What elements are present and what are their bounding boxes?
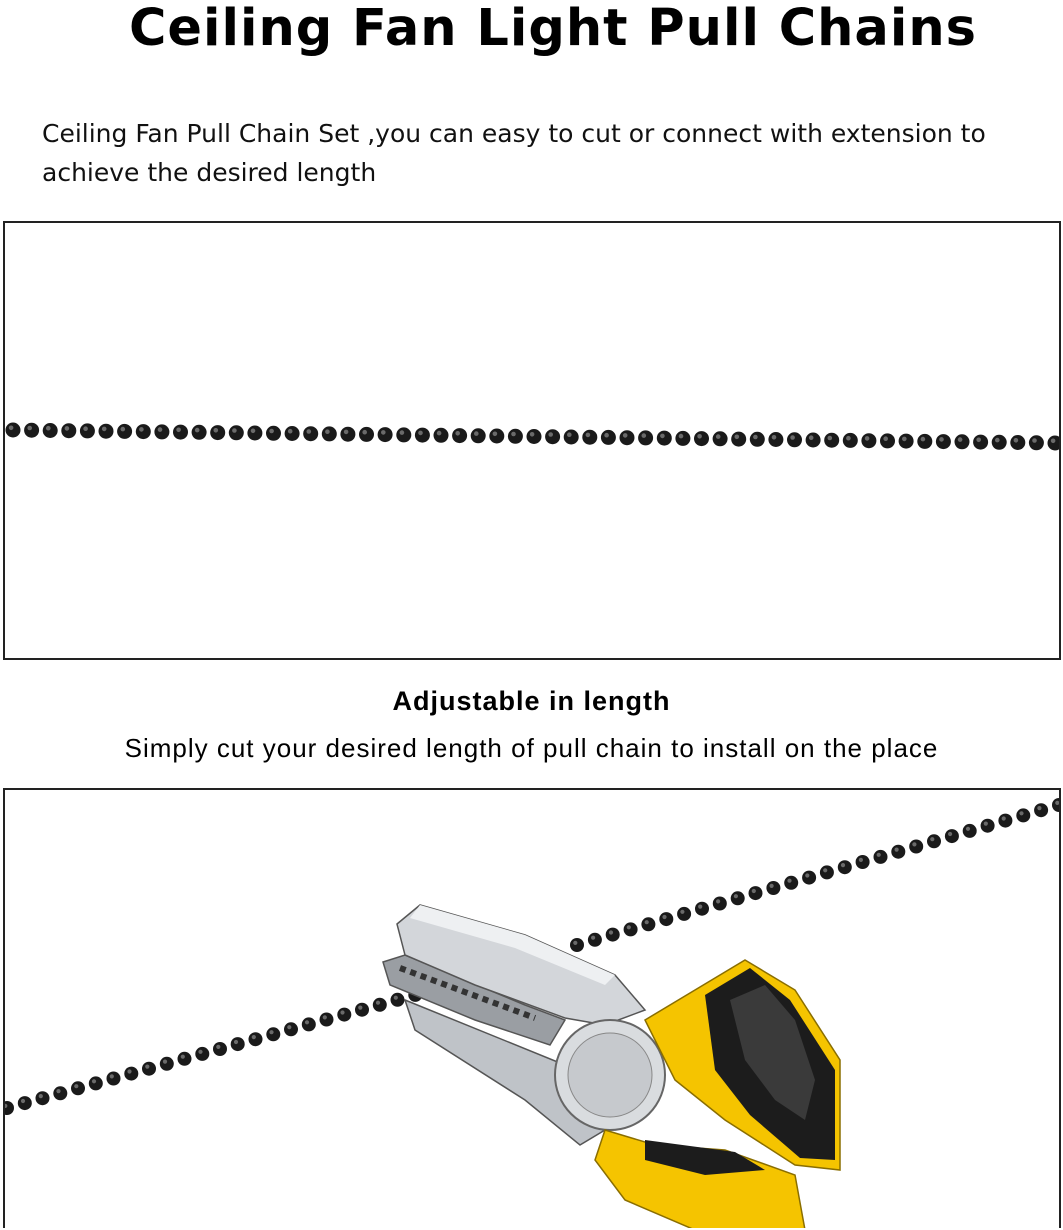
intro-text: Ceiling Fan Pull Chain Set ,you can easy to cut or connect with extension to achieve the desired length	[42, 119, 986, 187]
chain-bead-highlight	[805, 873, 809, 877]
chain-bead-highlight	[83, 426, 88, 431]
chain-bead	[355, 1003, 369, 1017]
chain-bead	[564, 430, 579, 445]
chain-bead	[861, 433, 876, 448]
chain-bead	[452, 428, 467, 443]
chain-bead	[880, 433, 895, 448]
chain-bead	[787, 432, 802, 447]
chain-bead-highlight	[287, 1025, 291, 1029]
chain-bead	[973, 435, 988, 450]
chain-bead-highlight	[307, 429, 312, 434]
chain-bead-highlight	[642, 433, 647, 438]
chain-bead-highlight	[716, 434, 721, 439]
chain-bead-highlight	[176, 428, 181, 433]
chain-bead	[249, 1032, 263, 1046]
pliers-icon	[5, 905, 840, 1228]
chain-bead	[641, 917, 655, 931]
chain-bead-highlight	[772, 435, 777, 440]
chain-bead-highlight	[195, 428, 200, 433]
chain-bead-highlight	[344, 430, 349, 435]
chain-bead-highlight	[102, 427, 107, 432]
chain-bead-highlight	[530, 432, 535, 437]
chain-bead-highlight	[680, 910, 684, 914]
chain-bead	[320, 1013, 334, 1027]
chain-bead	[213, 1042, 227, 1056]
chain-bead	[80, 423, 95, 438]
chain-bead	[998, 814, 1012, 828]
chain-bead-highlight	[809, 435, 814, 440]
chain-bead-highlight	[1051, 439, 1056, 444]
chain-bead-highlight	[216, 1045, 220, 1049]
chain-image-panel	[3, 221, 1061, 660]
chain-bead	[891, 845, 905, 859]
chain-bead-highlight	[698, 905, 702, 909]
chain-bead-highlight	[770, 884, 774, 888]
chain-bead	[824, 433, 839, 448]
chain-bead	[695, 902, 709, 916]
chain-bead-highlight	[121, 427, 126, 432]
chain-bead-highlight	[158, 427, 163, 432]
chain-bead	[1016, 808, 1030, 822]
chain-bead-highlight	[46, 426, 51, 431]
chain-bead	[508, 429, 523, 444]
chain-bead	[142, 1062, 156, 1076]
chain-bead	[247, 426, 262, 441]
chain-bead-highlight	[958, 437, 963, 442]
chain-bead	[107, 1072, 121, 1086]
chain-bead-highlight	[1032, 438, 1037, 443]
chain-bead-highlight	[790, 435, 795, 440]
chain-bead-highlight	[591, 936, 595, 940]
chain-bead-highlight	[604, 433, 609, 438]
chain-bead-highlight	[567, 432, 572, 437]
chain-bead	[570, 938, 584, 952]
chain-bead	[71, 1081, 85, 1095]
chain-bead-highlight	[753, 435, 758, 440]
chain-bead-highlight	[214, 428, 219, 433]
chain-bead	[768, 432, 783, 447]
chain-bead-highlight	[865, 436, 870, 441]
chain-bead-highlight	[912, 842, 916, 846]
chain-bead	[806, 433, 821, 448]
chain-bead-highlight	[609, 930, 613, 934]
chain-bead	[178, 1052, 192, 1066]
chain-bead-highlight	[859, 858, 863, 862]
chain-bead-highlight	[400, 430, 405, 435]
bead-chain-icon	[570, 798, 1059, 952]
chain-bead	[675, 431, 690, 446]
chain-bead-highlight	[305, 1020, 309, 1024]
chain-bead	[677, 907, 691, 921]
bead-chain-icon	[5, 223, 1059, 658]
chain-bead	[18, 1096, 32, 1110]
chain-bead-highlight	[828, 436, 833, 441]
chain-bead	[955, 434, 970, 449]
chain-bead	[195, 1047, 209, 1061]
chain-bead-highlight	[1037, 806, 1041, 810]
chain-bead-highlight	[74, 1084, 78, 1088]
chain-bead-highlight	[251, 429, 256, 434]
chain-bead-highlight	[752, 889, 756, 893]
chain-bead-highlight	[895, 848, 899, 852]
chain-bead	[284, 1022, 298, 1036]
chain-bead	[784, 876, 798, 890]
chain-bead	[117, 424, 132, 439]
page-title: Ceiling Fan Light Pull Chains	[129, 0, 977, 58]
chain-bead	[489, 429, 504, 444]
chain-bead	[337, 1008, 351, 1022]
chain-bead	[1010, 435, 1025, 450]
chain-bead-highlight	[323, 1015, 327, 1019]
chain-bead-highlight	[623, 433, 628, 438]
chain-bead-highlight	[358, 1006, 362, 1010]
chain-bead	[1034, 803, 1048, 817]
chain-bead-highlight	[902, 437, 907, 442]
chain-bead-highlight	[163, 1060, 167, 1064]
chain-bead-highlight	[548, 432, 553, 437]
chain-bead-highlight	[930, 837, 934, 841]
chain-bead	[750, 432, 765, 447]
chain-bead	[124, 1067, 138, 1081]
chain-bead	[359, 427, 374, 442]
chain-bead-highlight	[716, 899, 720, 903]
chain-bead-highlight	[145, 1065, 149, 1069]
chain-bead-highlight	[645, 920, 649, 924]
chain-bead	[874, 850, 888, 864]
chain-bead-highlight	[1002, 816, 1006, 820]
chain-bead	[766, 881, 780, 895]
chain-bead-highlight	[362, 430, 367, 435]
chain-bead	[638, 430, 653, 445]
pliers-image-panel	[3, 788, 1061, 1228]
chain-bead	[24, 423, 39, 438]
chain-bead	[303, 426, 318, 441]
chain-bead	[471, 428, 486, 443]
chain-bead	[659, 912, 673, 926]
feature-description: Simply cut your desired length of pull chain to install on the place	[124, 733, 939, 763]
chain-bead	[899, 434, 914, 449]
chain-bead-highlight	[455, 431, 460, 436]
chain-bead-highlight	[976, 438, 981, 443]
chain-bead	[229, 425, 244, 440]
chain-bead	[285, 426, 300, 441]
chain-bead-highlight	[939, 437, 944, 442]
chain-bead	[588, 933, 602, 947]
chain-bead	[36, 1091, 50, 1105]
chain-bead	[657, 431, 672, 446]
chain-bead	[89, 1076, 103, 1090]
chain-bead	[981, 819, 995, 833]
chain-bead-highlight	[660, 434, 665, 439]
chain-bead-highlight	[418, 431, 423, 436]
chain-bead-highlight	[288, 429, 293, 434]
chain-bead-highlight	[340, 1010, 344, 1014]
chain-bead-highlight	[56, 1089, 60, 1093]
chain-bead	[43, 423, 58, 438]
chain-bead-highlight	[110, 1074, 114, 1078]
chain-bead	[160, 1057, 174, 1071]
chain-bead	[373, 998, 387, 1012]
chain-bead-highlight	[437, 431, 442, 436]
chain-bead	[53, 1086, 67, 1100]
chain-bead	[527, 429, 542, 444]
chain-bead-highlight	[734, 894, 738, 898]
chain-bead-highlight	[511, 432, 516, 437]
chain-bead	[434, 428, 449, 443]
chain-bead-highlight	[92, 1079, 96, 1083]
chain-bead	[620, 430, 635, 445]
chain-bead	[749, 886, 763, 900]
chain-bead-highlight	[232, 428, 237, 433]
chain-bead-highlight	[966, 827, 970, 831]
chain-bead-highlight	[995, 438, 1000, 443]
chain-bead	[713, 897, 727, 911]
chain-bead	[173, 425, 188, 440]
chain-bead-highlight	[9, 426, 14, 431]
chain-bead	[838, 860, 852, 874]
chain-bead-highlight	[493, 432, 498, 437]
chain-bead-highlight	[883, 436, 888, 441]
chain-bead-highlight	[984, 822, 988, 826]
chain-bead	[624, 922, 638, 936]
chain-bead	[136, 424, 151, 439]
feature-title: Adjustable in length	[392, 686, 671, 716]
chain-bead-highlight	[27, 426, 32, 431]
chain-bead-highlight	[181, 1055, 185, 1059]
chain-bead	[856, 855, 870, 869]
chain-bead	[843, 433, 858, 448]
chain-bead-highlight	[586, 433, 591, 438]
chain-bead-highlight	[127, 1069, 131, 1073]
chain-bead	[340, 427, 355, 442]
chain-bead-highlight	[877, 853, 881, 857]
chain-bead	[61, 423, 76, 438]
chain-bead	[1029, 435, 1044, 450]
bead-chain-icon	[5, 983, 440, 1115]
chain-bead-highlight	[846, 436, 851, 441]
chain-bead	[820, 865, 834, 879]
chain-bead-highlight	[573, 941, 577, 945]
chain-bead	[396, 427, 411, 442]
chain-bead	[266, 426, 281, 441]
chain-bead	[6, 423, 21, 438]
chain-bead	[936, 434, 951, 449]
chain-bead-highlight	[1014, 438, 1019, 443]
chain-bead	[302, 1017, 316, 1031]
chain-bead	[802, 871, 816, 885]
chain-bead-highlight	[948, 832, 952, 836]
chain-bead	[210, 425, 225, 440]
chain-bead-highlight	[325, 429, 330, 434]
chain-bead-highlight	[139, 427, 144, 432]
chain-bead	[606, 928, 620, 942]
chain-bead	[154, 424, 169, 439]
chain-bead	[5, 1101, 14, 1115]
chain-bead-highlight	[787, 879, 791, 883]
chain-bead-highlight	[474, 431, 479, 436]
chain-bead-highlight	[921, 437, 926, 442]
chain-bead	[322, 426, 337, 441]
chain-bead	[545, 429, 560, 444]
chain-bead-highlight	[234, 1040, 238, 1044]
chain-bead	[945, 829, 959, 843]
chain-bead	[731, 891, 745, 905]
chain-bead	[917, 434, 932, 449]
chain-bead	[694, 431, 709, 446]
chain-bead-highlight	[39, 1094, 43, 1098]
chain-bead-highlight	[841, 863, 845, 867]
chain-bead-highlight	[376, 1001, 380, 1005]
chain-bead-highlight	[269, 1030, 273, 1034]
chain-bead	[192, 425, 207, 440]
chain-bead	[713, 431, 728, 446]
chain-bead-highlight	[1019, 811, 1023, 815]
chain-bead-highlight	[394, 996, 398, 1000]
chain-bead	[927, 834, 941, 848]
chain-bead	[992, 435, 1007, 450]
chain-bead	[1052, 798, 1059, 812]
chain-bead-highlight	[381, 430, 386, 435]
chain-bead-highlight	[198, 1050, 202, 1054]
chain-bead	[99, 424, 114, 439]
chain-bead-highlight	[65, 426, 70, 431]
chain-bead	[601, 430, 616, 445]
chain-bead	[731, 432, 746, 447]
chain-bead	[582, 430, 597, 445]
chain-bead-highlight	[697, 434, 702, 439]
chain-bead-highlight	[735, 435, 740, 440]
chain-bead-highlight	[252, 1035, 256, 1039]
chain-bead-highlight	[627, 925, 631, 929]
chain-bead	[391, 993, 405, 1007]
chain-bead	[963, 824, 977, 838]
chain-bead	[909, 840, 923, 854]
chain-bead	[378, 427, 393, 442]
chain-bead-highlight	[679, 434, 684, 439]
chain-bead-highlight	[269, 429, 274, 434]
chain-bead-highlight	[21, 1099, 25, 1103]
chain-bead	[266, 1027, 280, 1041]
chain-bead-highlight	[823, 868, 827, 872]
chain-bead	[231, 1037, 245, 1051]
chain-bead	[415, 428, 430, 443]
chain-bead-highlight	[662, 915, 666, 919]
